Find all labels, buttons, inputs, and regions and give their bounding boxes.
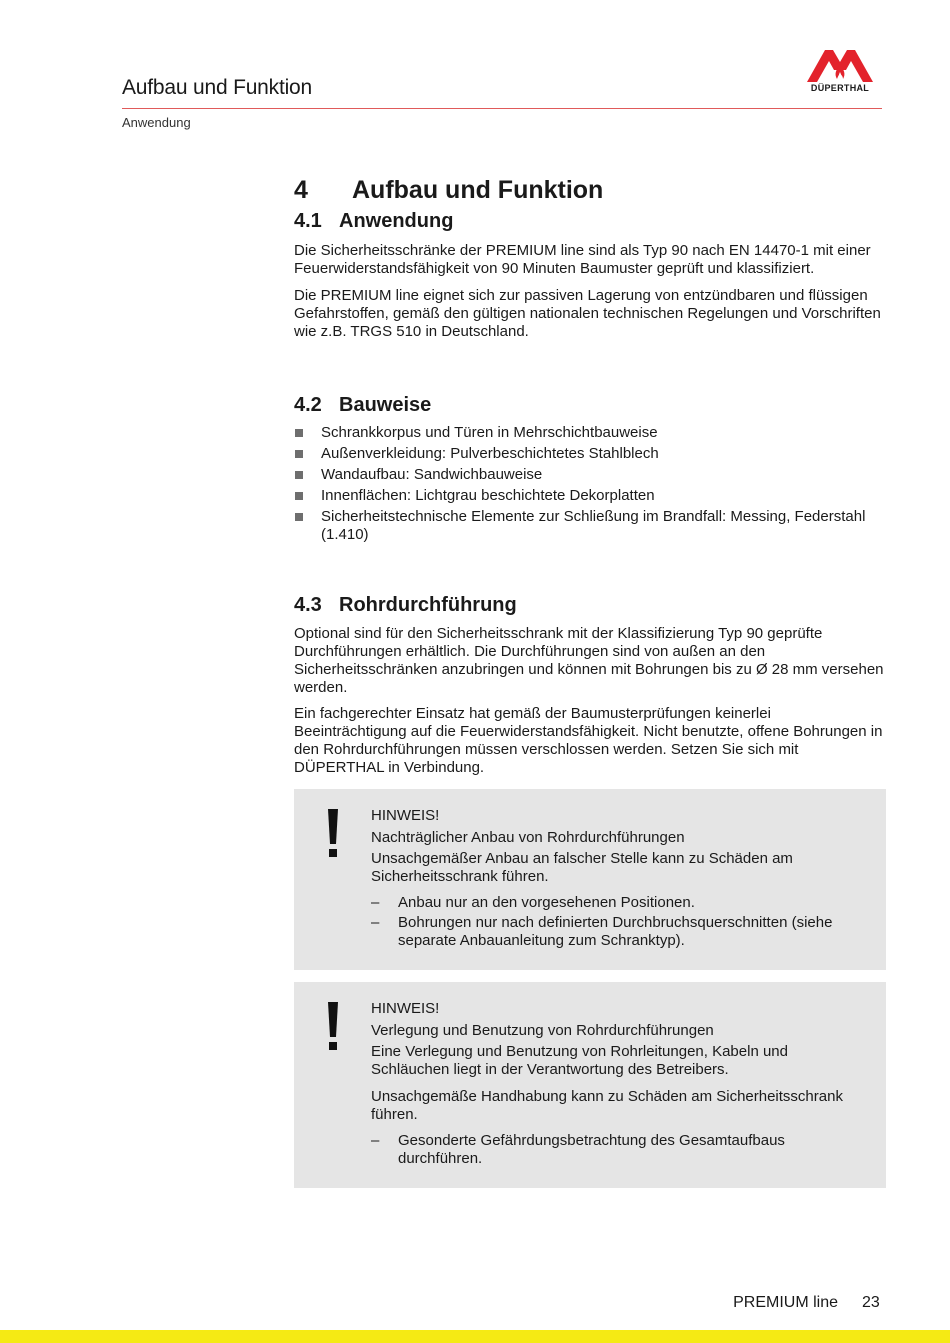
section-number: 4.1	[294, 210, 322, 232]
dash-bullet: –	[371, 1132, 380, 1149]
paragraph: Ein fachgerechter Einsatz hat gemäß der Baumusterprüfungen keinerlei Beeinträchtigung auf die Feuerwiderstandsfähigkeit. Nicht benutzte, offene Bohrungen in den Rohrdurchführungen müssen verschlossen werden. Setzen Sie sich mit DÜPERTHAL in Verbindung.	[294, 705, 883, 776]
hinweis-list	[371, 894, 866, 950]
header-subtitle: Anwendung	[122, 115, 191, 130]
list-item: Außenverkleidung: Pulverbeschichtetes Stahlblech	[294, 445, 886, 463]
hinweis-heading: Verlegung und Benutzung von Rohrdurchführungen	[371, 1022, 714, 1039]
footer-color-bar	[0, 1330, 950, 1343]
section-4-2-heading	[294, 394, 886, 417]
list-item: – Gesonderte Gefährdungsbetrachtung des Gesamtaufbaus durchführen.	[371, 1132, 785, 1167]
section-4-1-heading	[294, 210, 886, 233]
list-item: – Bohrungen nur nach definierten Durchbruchsquerschnitten (siehe separate Anbauanleitung zum Schranktyp).	[371, 914, 833, 949]
paragraph: Optional sind für den Sicherheitsschrank mit der Klassifizierung Typ 90 geprüfte Durchführungen erhältlich. Die Durchführungen sind von außen an den Sicherheitsschränken anzubringen und können mit Bohrungen bis zu Ø 28 mm versehen werden.	[294, 625, 884, 696]
list-item: Wandaufbau: Sandwichbauweise	[294, 466, 886, 484]
main-content	[294, 176, 886, 1188]
bullet-square-icon	[295, 471, 303, 479]
bullet-square-icon	[295, 429, 303, 437]
exclamation-icon	[323, 809, 343, 859]
logo-wordmark: DÜPERTHAL	[810, 83, 870, 93]
hinweis-list	[371, 1132, 866, 1168]
section-number: 4.2	[294, 394, 322, 416]
section-number: 4	[294, 176, 308, 204]
section-title: Bauweise	[339, 394, 432, 416]
exclamation-icon	[323, 1002, 343, 1052]
section-4-heading	[294, 176, 886, 210]
header-divider	[122, 108, 882, 109]
section-title: Anwendung	[339, 210, 454, 232]
hinweis-text: Unsachgemäße Handhabung kann zu Schäden am Sicherheitsschrank führen.	[371, 1088, 843, 1123]
list-item: Schrankkorpus und Türen in Mehrschichtbauweise	[294, 424, 886, 442]
list-item: Sicherheitstechnische Elemente zur Schließung im Brandfall: Messing, Federstahl (1.410)	[294, 508, 886, 544]
hinweis-heading: Nachträglicher Anbau von Rohrdurchführungen	[371, 829, 685, 846]
list-item: Innenflächen: Lichtgrau beschichtete Dekorplatten	[294, 487, 886, 505]
section-4-3-heading	[294, 594, 886, 617]
page-number: 23	[862, 1294, 880, 1311]
dash-bullet: –	[371, 914, 380, 931]
header-title: Aufbau und Funktion	[122, 76, 313, 99]
hinweis-text: Unsachgemäßer Anbau an falscher Stelle kann zu Schäden am Sicherheitsschrank führen.	[371, 850, 793, 885]
hinweis-text: Eine Verlegung und Benutzung von Rohrleitungen, Kabeln und Schläuchen liegt in der Verantwortung des Betreibers.	[371, 1043, 788, 1078]
dash-bullet: –	[371, 894, 380, 911]
bullet-square-icon	[295, 492, 303, 500]
hinweis-label: HINWEIS!	[371, 1000, 440, 1017]
footer-product-name: PREMIUM line	[733, 1294, 838, 1311]
list-item: – Anbau nur an den vorgesehenen Positionen.	[371, 894, 695, 911]
paragraph: Die PREMIUM line eignet sich zur passiven Lagerung von entzündbaren und flüssigen Gefahrstoffen, gemäß den gültigen nationalen technischen Regelungen und Vorschriften wie z.B. TRGS 510 in Deutschland.	[294, 287, 881, 340]
hinweis-box	[294, 789, 886, 970]
hinweis-label: HINWEIS!	[371, 807, 440, 824]
bullet-square-icon	[295, 513, 303, 521]
paragraph: Die Sicherheitsschränke der PREMIUM line sind als Typ 90 nach EN 14470-1 mit einer Feuerwiderstandsfähigkeit von 90 Minuten Baumuster geprüft und klassifiziert.	[294, 242, 871, 277]
section-title: Rohrdurchführung	[339, 594, 517, 616]
section-title: Aufbau und Funktion	[352, 176, 604, 204]
bullet-square-icon	[295, 450, 303, 458]
hinweis-box	[294, 982, 886, 1188]
duperthal-logo	[800, 48, 880, 100]
bauweise-list	[294, 424, 886, 544]
section-number: 4.3	[294, 594, 322, 616]
flame-logo-icon	[807, 48, 873, 82]
